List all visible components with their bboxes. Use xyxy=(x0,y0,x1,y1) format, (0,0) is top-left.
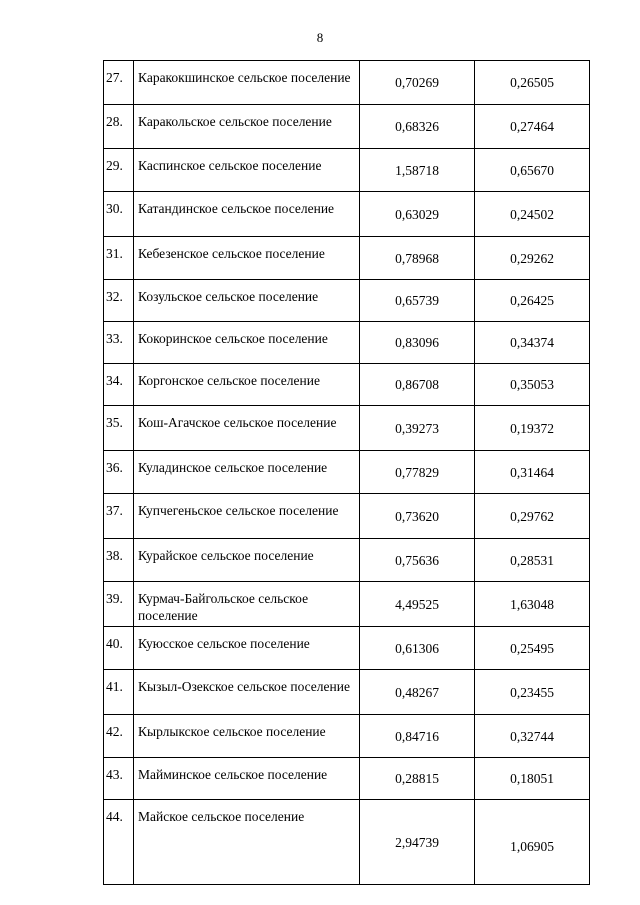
settlement-name: Каспинское сельское поселение xyxy=(134,149,360,192)
value-col-2: 0,28531 xyxy=(475,539,590,582)
settlement-name: Майское сельское поселение xyxy=(134,800,360,885)
value-col-2: 0,25495 xyxy=(475,627,590,670)
value-col-2: 0,27464 xyxy=(475,105,590,149)
value-col-1: 0,78968 xyxy=(360,237,475,280)
settlement-name: Куюсское сельское поселение xyxy=(134,627,360,670)
value-col-1: 0,63029 xyxy=(360,192,475,237)
table-row xyxy=(104,670,590,715)
value-col-1: 0,39273 xyxy=(360,406,475,451)
table-row xyxy=(104,364,590,406)
table-row xyxy=(104,494,590,539)
value-col-2: 0,35053 xyxy=(475,364,590,406)
table-row xyxy=(104,582,590,627)
table-row xyxy=(104,800,590,885)
row-number: 38. xyxy=(104,539,134,582)
value-col-1: 0,83096 xyxy=(360,322,475,364)
table-row xyxy=(104,627,590,670)
value-col-2: 0,32744 xyxy=(475,715,590,758)
value-col-1: 0,65739 xyxy=(360,280,475,322)
table-row xyxy=(104,105,590,149)
row-number: 40. xyxy=(104,627,134,670)
value-col-2: 0,24502 xyxy=(475,192,590,237)
table-row xyxy=(104,451,590,494)
row-number: 30. xyxy=(104,192,134,237)
value-col-2: 0,18051 xyxy=(475,758,590,800)
value-col-1: 0,61306 xyxy=(360,627,475,670)
settlement-name: Купчегеньское сельское поселение xyxy=(134,494,360,539)
table-row xyxy=(104,61,590,105)
table-row xyxy=(104,237,590,280)
value-col-2: 0,34374 xyxy=(475,322,590,364)
settlement-name: Курмач-Байгольское сельское поселение xyxy=(134,582,360,627)
settlement-name: Кокоринское сельское поселение xyxy=(134,322,360,364)
row-number: 44. xyxy=(104,800,134,885)
table-row xyxy=(104,406,590,451)
value-col-2: 0,65670 xyxy=(475,149,590,192)
settlement-name: Кебезенское сельское поселение xyxy=(134,237,360,280)
settlement-name: Кырлыкское сельское поселение xyxy=(134,715,360,758)
row-number: 31. xyxy=(104,237,134,280)
row-number: 39. xyxy=(104,582,134,627)
value-col-1: 0,48267 xyxy=(360,670,475,715)
value-col-2: 1,63048 xyxy=(475,582,590,627)
settlement-name: Каракольское сельское поселение xyxy=(134,105,360,149)
row-number: 42. xyxy=(104,715,134,758)
value-col-2: 0,26425 xyxy=(475,280,590,322)
settlement-name: Коргонское сельское поселение xyxy=(134,364,360,406)
value-col-2: 0,26505 xyxy=(475,61,590,105)
settlements-table xyxy=(103,60,590,885)
value-col-1: 0,68326 xyxy=(360,105,475,149)
value-col-1: 0,73620 xyxy=(360,494,475,539)
table-row xyxy=(104,539,590,582)
row-number: 41. xyxy=(104,670,134,715)
settlement-name: Майминское сельское поселение xyxy=(134,758,360,800)
settlement-name: Каракокшинское сельское поселение xyxy=(134,61,360,105)
row-number: 29. xyxy=(104,149,134,192)
row-number: 34. xyxy=(104,364,134,406)
table-body xyxy=(104,61,590,885)
value-col-2: 0,19372 xyxy=(475,406,590,451)
row-number: 35. xyxy=(104,406,134,451)
settlement-name: Катандинское сельское поселение xyxy=(134,192,360,237)
table-row xyxy=(104,192,590,237)
value-col-1: 4,49525 xyxy=(360,582,475,627)
row-number: 32. xyxy=(104,280,134,322)
settlement-name: Кош-Агачское сельское поселение xyxy=(134,406,360,451)
value-col-1: 0,84716 xyxy=(360,715,475,758)
settlement-name: Кызыл-Озекское сельское поселение xyxy=(134,670,360,715)
row-number: 28. xyxy=(104,105,134,149)
value-col-1: 2,94739 xyxy=(360,800,475,885)
value-col-2: 0,29762 xyxy=(475,494,590,539)
table-row xyxy=(104,322,590,364)
settlement-name: Козульское сельское поселение xyxy=(134,280,360,322)
table-row xyxy=(104,149,590,192)
value-col-2: 0,23455 xyxy=(475,670,590,715)
value-col-1: 0,70269 xyxy=(360,61,475,105)
settlement-name: Куладинское сельское поселение xyxy=(134,451,360,494)
value-col-1: 0,77829 xyxy=(360,451,475,494)
row-number: 43. xyxy=(104,758,134,800)
settlement-name: Курайское сельское поселение xyxy=(134,539,360,582)
row-number: 33. xyxy=(104,322,134,364)
row-number: 36. xyxy=(104,451,134,494)
value-col-2: 0,31464 xyxy=(475,451,590,494)
table-row xyxy=(104,715,590,758)
row-number: 27. xyxy=(104,61,134,105)
row-number: 37. xyxy=(104,494,134,539)
value-col-2: 0,29262 xyxy=(475,237,590,280)
value-col-1: 1,58718 xyxy=(360,149,475,192)
value-col-1: 0,28815 xyxy=(360,758,475,800)
value-col-1: 0,75636 xyxy=(360,539,475,582)
value-col-2: 1,06905 xyxy=(475,800,590,885)
value-col-1: 0,86708 xyxy=(360,364,475,406)
page-number: 8 xyxy=(316,30,324,45)
table-row xyxy=(104,280,590,322)
table-row xyxy=(104,758,590,800)
